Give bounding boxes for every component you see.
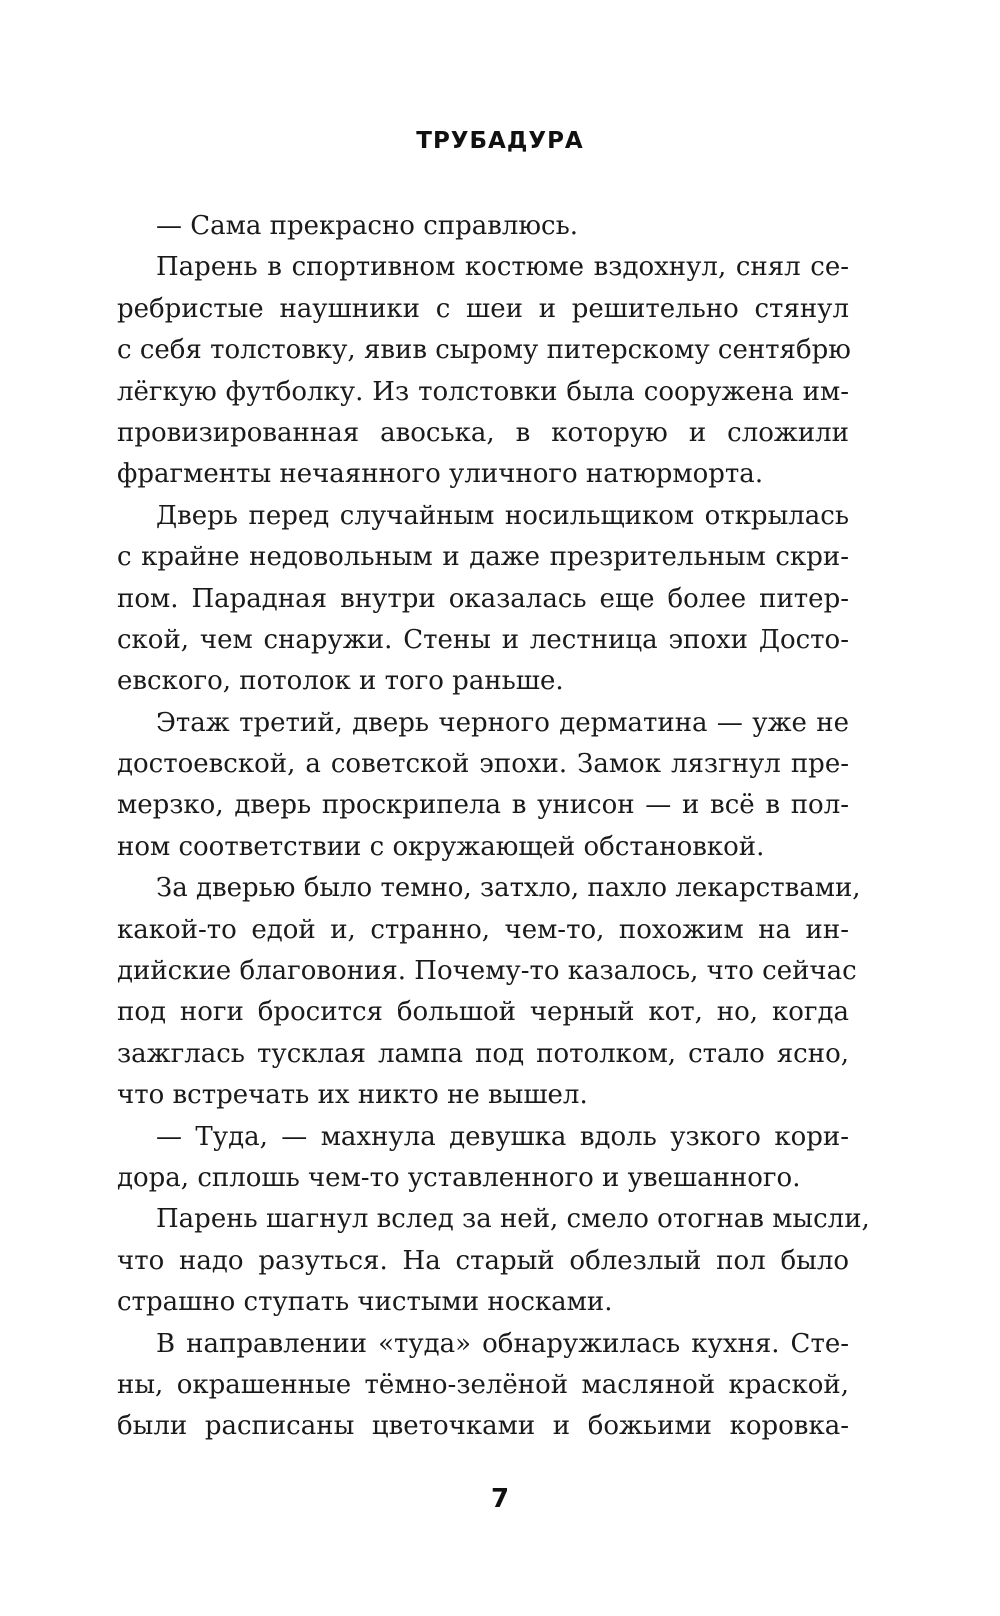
text-line: Дверь перед случайным носильщиком открылась <box>156 500 849 531</box>
text-line: под ноги бросится большой черный кот, но, когда <box>117 997 849 1028</box>
text-line: Парень в спортивном костюме вздохнул, снял се- <box>156 252 849 283</box>
text-line: дора, сплошь чем-то уставленного и увешанного. <box>117 1162 801 1193</box>
page-number: 7 <box>490 1484 510 1514</box>
text-line: ской, чем снаружи. Стены и лестница эпохи Досто- <box>117 624 849 655</box>
text-line: зажглась тусклая лампа под потолком, стало ясно, <box>117 1038 849 1069</box>
text-line: В направлении «туда» обнаружилась кухня. Сте- <box>156 1328 849 1359</box>
text-line: с крайне недовольным и даже презрительным скри- <box>117 542 849 573</box>
text-line: были расписаны цветочками и божьими коровка- <box>117 1411 849 1442</box>
text-line: Парень шагнул вслед за ней, смело отогнав мысли, <box>156 1204 870 1235</box>
text-line: ребристые наушники с шеи и решительно стянул <box>117 293 849 324</box>
text-line: с себя толстовку, явив сырому питерскому сентябрю <box>117 335 851 366</box>
text-line: дийские благовония. Почему-то казалось, что сейчас <box>117 956 857 987</box>
text-line: евского, потолок и того раньше. <box>117 666 564 697</box>
text-line: страшно ступать чистыми носками. <box>117 1287 613 1318</box>
text-line: За дверью было темно, затхло, пахло лекарствами, <box>156 873 861 904</box>
running-head: ТРУБАДУРА <box>416 128 584 154</box>
text-line: — Сама прекрасно справлюсь. <box>156 211 579 241</box>
text-line: — Туда, — махнула девушка вдоль узкого кори- <box>156 1121 849 1152</box>
text-line: пом. Парадная внутри оказалась еще более питер- <box>117 583 849 614</box>
text-line: фрагменты нечаянного уличного натюрморта. <box>117 459 764 490</box>
text-line: ны, окрашенные тёмно-зелёной масляной краской, <box>117 1369 849 1400</box>
text-line: мерзко, дверь проскрипела в унисон — и всё в пол- <box>117 790 849 821</box>
text-line: что надо разуться. На старый облезлый пол было <box>117 1245 849 1276</box>
text-line: ном соответствии с окружающей обстановкой. <box>117 831 765 862</box>
body-text <box>117 206 870 1448</box>
text-line: достоевской, а советской эпохи. Замок лязгнул пре- <box>117 749 849 780</box>
text-line: провизированная авоська, в которую и сложили <box>117 417 849 448</box>
text-line: что встречать их никто не вышел. <box>117 1080 588 1111</box>
text-line: лёгкую футболку. Из толстовки была сооружена им- <box>117 376 849 407</box>
text-line: Этаж третий, дверь черного дерматина — уже не <box>156 707 849 738</box>
text-line: какой-то едой и, странно, чем-то, похожим на ин- <box>117 914 849 945</box>
